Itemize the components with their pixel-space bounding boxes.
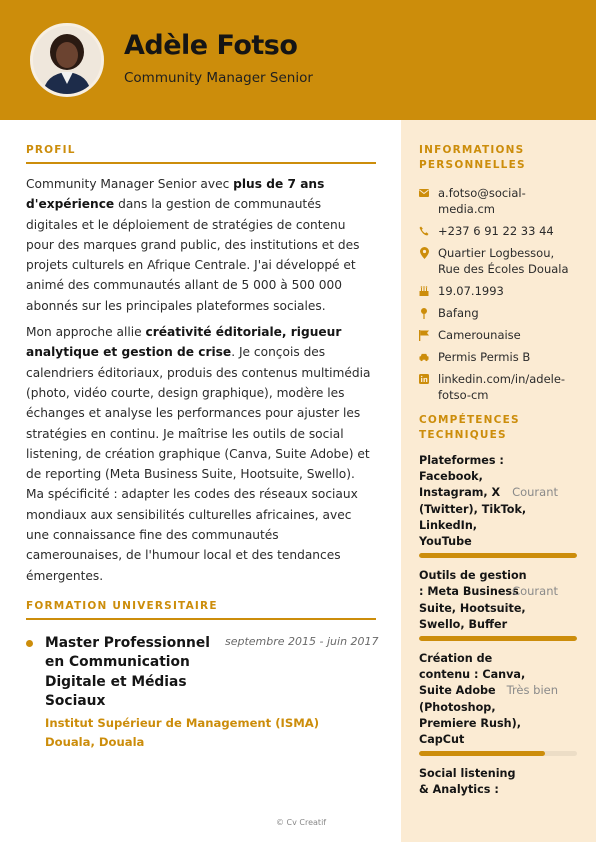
info-birthdate: 19.07.1993 xyxy=(419,283,577,299)
skill-item xyxy=(419,766,577,798)
footer-credit: © Cv Creatif xyxy=(276,818,327,827)
phone-icon xyxy=(419,225,429,237)
profile-paragraph-2: Mon approche allie créativité éditoriale, rigueur analytique et gestion de crise. Je conçois des calendriers éditoriaux, produis des contenus multimédia (photo, vidéo courte, design graphique), modère les échanges et analyse les performances pour ajuster les stratégies en continu. Je maîtrise les outils de social listening, de création graphique (Canva, Suite Adobe) et de reporting (Meta Business Suite, Hootsuite, Swello). Ma spécificité : adapter les codes des réseaux sociaux mondiaux aux sensibilités culturelles africaines, avec une connaissance fine des communautés camerounaises, de l'humour local et des tendances émergentes. xyxy=(26,325,371,583)
section-divider xyxy=(26,618,376,620)
flag-icon xyxy=(419,329,429,341)
info-driving-licence: Permis Permis B xyxy=(419,349,577,365)
skills-title: COMPÉTENCES TECHNIQUES xyxy=(419,414,520,441)
skill-label: Création de contenu : Canva, Suite Adobe (Photoshop, Premiere Rush), CapCut xyxy=(419,652,526,747)
skill-item xyxy=(419,651,577,756)
info-birthplace: Bafang xyxy=(419,305,577,321)
personal-info-title: INFORMATIONS PERSONNELLES xyxy=(419,144,526,171)
education-section-title: FORMATION UNIVERSITAIRE xyxy=(26,599,218,612)
info-address: Quartier Logbessou, Rue des Écoles Douala xyxy=(419,245,577,277)
profile-section xyxy=(26,144,376,586)
job-title: Community Manager Senior xyxy=(124,70,313,86)
skill-bar xyxy=(419,636,577,641)
birthday-cake-icon xyxy=(419,285,429,297)
profile-photo xyxy=(30,23,104,97)
skill-item xyxy=(419,453,577,558)
degree-title: Master Professionnel en Communication Digitale et Médias Sociaux xyxy=(45,634,210,710)
personal-info-section xyxy=(401,120,596,799)
degree-dates: septembre 2015 - juin 2017 xyxy=(225,634,379,648)
map-pin-icon xyxy=(419,307,429,319)
skill-bar-fill xyxy=(419,553,577,558)
skill-level: Courant xyxy=(512,584,558,599)
skill-label: Social listening & Analytics : xyxy=(419,767,516,797)
skill-bar-fill xyxy=(419,751,545,756)
education-item xyxy=(26,634,379,749)
skill-level: Très bien xyxy=(506,683,558,698)
school-name: Institut Supérieur de Management (ISMA) Douala, Douala xyxy=(45,715,320,749)
skills-list xyxy=(419,453,577,799)
info-email: a.fotso@social-media.cm xyxy=(419,185,577,217)
header-band xyxy=(0,0,596,120)
sidebar xyxy=(401,120,596,842)
section-divider xyxy=(26,162,376,164)
education-section xyxy=(26,599,379,749)
skill-bar xyxy=(419,553,577,558)
email-icon xyxy=(419,187,429,199)
skill-level: Courant xyxy=(512,485,558,499)
skill-bar xyxy=(419,751,577,756)
profile-paragraph-1: Community Manager Senior avec plus de 7 ans d'expérience dans la gestion de communautés digitales et le déploiement de stratégies de contenu pour des marques grand public, des institutions et des projets culturels en Afrique Centrale. J'ai développé et animé des communautés allant de 5 000 à 500 000 abonnés sur les principales plateformes sociales. xyxy=(26,177,360,313)
info-linkedin[interactable]: linkedin.com/in/adele-fotso-cm xyxy=(419,371,577,403)
info-nationality: Camerounaise xyxy=(419,327,577,343)
location-pin-icon xyxy=(419,247,429,259)
skill-bar-fill xyxy=(419,636,577,641)
bullet-icon xyxy=(26,640,33,647)
main-column xyxy=(26,120,379,749)
personal-info-list xyxy=(419,185,577,403)
linkedin-icon xyxy=(419,373,429,385)
skill-label: Outils de gestion : Meta Business Suite, Hootsuite, Swello, Buffer xyxy=(419,569,527,631)
car-icon xyxy=(419,351,429,363)
candidate-name: Adèle Fotso xyxy=(124,30,298,61)
info-phone: +237 6 91 22 33 44 xyxy=(419,223,577,239)
skill-item xyxy=(419,568,577,641)
profile-section-title: PROFIL xyxy=(26,144,76,156)
skill-label: Plateformes : Facebook, Instagram, X (Twitter), TikTok, LinkedIn, YouTube xyxy=(419,454,527,549)
